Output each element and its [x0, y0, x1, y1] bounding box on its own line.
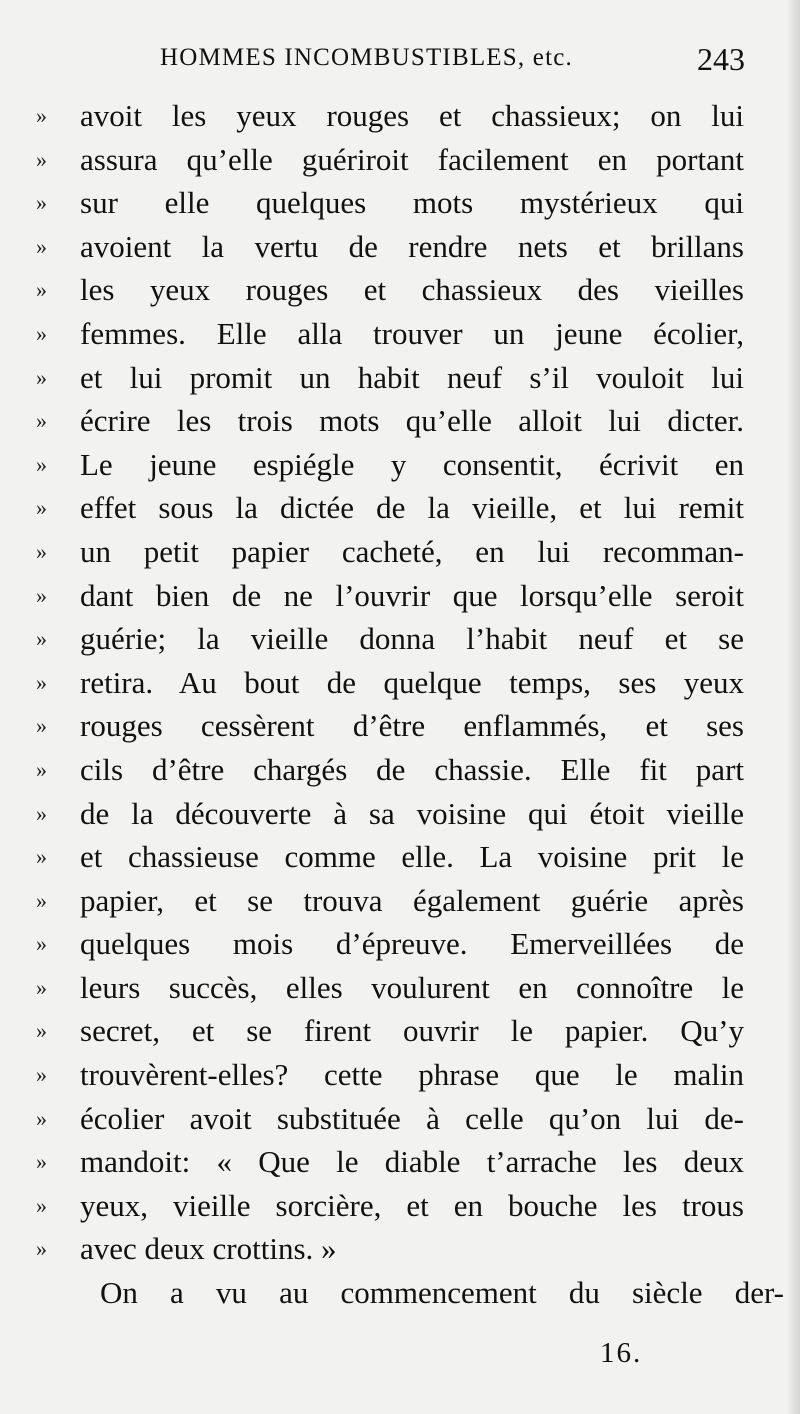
text-line: [36, 268, 756, 312]
quote-mark: »: [36, 408, 47, 434]
line-text: sur elle quelques mots mystérieux qui: [80, 185, 744, 221]
page-number: 243: [697, 41, 745, 77]
text-line: [36, 792, 756, 836]
text-line: [36, 748, 756, 792]
quote-mark: »: [36, 538, 47, 564]
line-text: un petit papier cacheté, en lui recomman-: [80, 533, 744, 569]
line-text: écolier avoit substituée à celle qu’on lui de-: [80, 1100, 744, 1136]
text-line: [36, 879, 756, 923]
quote-mark: »: [36, 626, 47, 652]
text-line: [36, 399, 756, 443]
line-text: dant bien de ne l’ouvrir que lorsqu’elle seroit: [80, 577, 744, 613]
line-text: mandoit: « Que le diable t’arrache les deux: [80, 1144, 744, 1180]
line-text: leurs succès, elles voulurent en connoître le: [80, 969, 744, 1005]
running-title: HOMMES INCOMBUSTIBLES, etc.: [160, 44, 573, 71]
page-edge-shadow: [786, 0, 800, 1414]
text-line: [36, 1053, 756, 1097]
quote-mark: »: [36, 582, 47, 608]
text-line: [36, 443, 756, 487]
line-text: avoit les yeux rouges et chassieux; on lui: [80, 98, 744, 133]
line-text: assura qu’elle guériroit facilement en portant: [80, 141, 744, 177]
page-header: [160, 41, 745, 84]
quote-mark: »: [36, 1018, 47, 1044]
line-text: de la découverte à sa voisine qui étoit vieille: [80, 795, 744, 831]
text-line: [36, 1140, 756, 1184]
text-line: [36, 922, 756, 966]
text-line: [36, 312, 756, 356]
paragraph-line: [36, 1271, 784, 1315]
text-line: [36, 1097, 756, 1141]
line-text: effet sous la dictée de la vieille, et lui remit: [80, 490, 744, 526]
text-line: [36, 530, 756, 574]
text-line: [36, 225, 756, 269]
quote-mark: »: [36, 277, 47, 303]
quote-mark: »: [36, 1236, 47, 1262]
line-text: cils d’être chargés de chassie. Elle fit part: [80, 751, 744, 787]
line-text: écrire les trois mots qu’elle alloit lui dicter.: [80, 403, 744, 439]
quote-mark: »: [36, 1062, 47, 1088]
text-line: [36, 617, 756, 661]
text-line: [36, 356, 756, 400]
quote-mark: »: [36, 1192, 47, 1218]
quote-mark: »: [36, 320, 47, 346]
body-text: [36, 94, 784, 1315]
line-text: avec deux crottins. »: [80, 1231, 337, 1267]
quote-mark: »: [36, 364, 47, 390]
line-text: avoient la vertu de rendre nets et brillans: [80, 228, 744, 264]
line-text: Le jeune espiégle y consentit, écrivit en: [80, 446, 744, 482]
line-text: guérie; la vieille donna l’habit neuf et se: [80, 621, 744, 657]
line-text: On a vu au commencement du siècle der-: [100, 1275, 784, 1311]
line-text: quelques mois d’épreuve. Emerveillées de: [80, 926, 744, 962]
line-text: retira. Au bout de quelque temps, ses yeux: [80, 664, 744, 700]
quote-mark: »: [36, 887, 47, 913]
line-text: papier, et se trouva également guérie après: [80, 882, 744, 918]
quote-mark: »: [36, 451, 47, 477]
line-text: les yeux rouges et chassieux des vieilles: [80, 272, 744, 308]
signature-mark: 16.: [600, 1337, 643, 1369]
quote-mark: »: [36, 800, 47, 826]
text-line: [36, 486, 756, 530]
quote-mark: »: [36, 233, 47, 259]
quote-mark: »: [36, 713, 47, 739]
text-line: [36, 181, 756, 225]
line-text: et chassieuse comme elle. La voisine prit le: [80, 839, 744, 875]
quote-mark: »: [36, 669, 47, 695]
quote-mark: »: [36, 931, 47, 957]
quote-mark: »: [36, 1105, 47, 1131]
text-line: [36, 94, 756, 138]
text-line: [36, 574, 756, 618]
text-line: [36, 1184, 756, 1228]
line-text: et lui promit un habit neuf s’il vouloit lui: [80, 359, 744, 395]
text-line: [36, 1009, 756, 1053]
line-text: secret, et se firent ouvrir le papier. Qu’y: [80, 1013, 744, 1049]
text-line: [36, 1227, 756, 1271]
text-line: [36, 835, 756, 879]
line-text: rouges cessèrent d’être enflammés, et ses: [80, 708, 744, 744]
quote-mark: »: [36, 190, 47, 216]
text-line: [36, 661, 756, 705]
text-line: [36, 138, 756, 182]
line-text: yeux, vieille sorcière, et en bouche les trous: [80, 1187, 744, 1223]
line-text: femmes. Elle alla trouver un jeune écolier,: [80, 315, 744, 351]
quote-mark: »: [36, 844, 47, 870]
line-text: trouvèrent-elles? cette phrase que le malin: [80, 1057, 744, 1093]
quote-mark: »: [36, 756, 47, 782]
quote-mark: »: [36, 103, 47, 128]
text-line: [36, 704, 756, 748]
quote-mark: »: [36, 495, 47, 521]
quote-mark: »: [36, 1149, 47, 1175]
quote-mark: »: [36, 974, 47, 1000]
quote-mark: »: [36, 146, 47, 172]
text-line: [36, 966, 756, 1010]
